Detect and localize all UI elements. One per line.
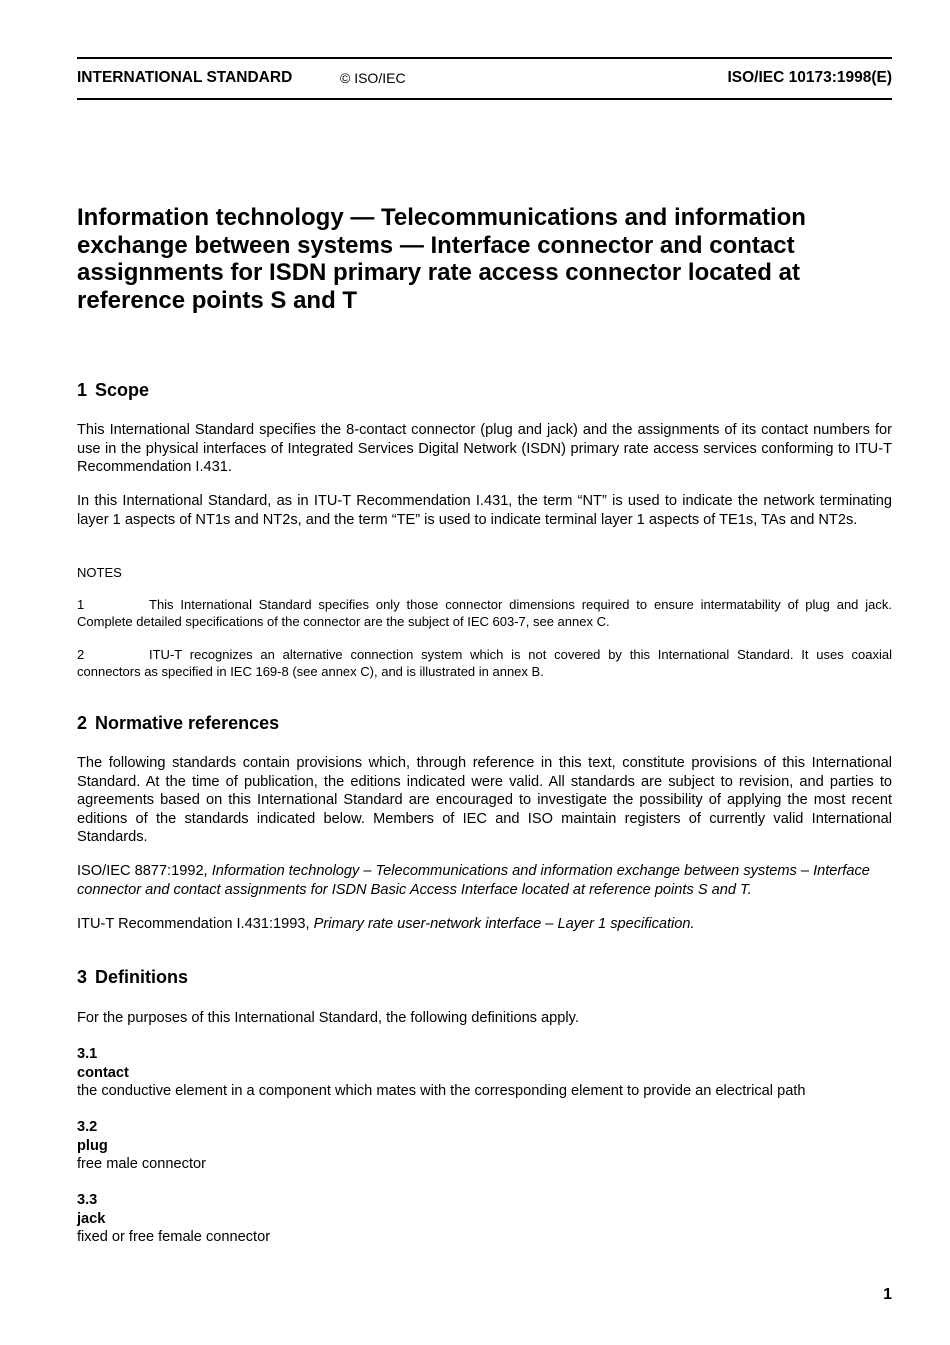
- definition-term: plug: [77, 1137, 108, 1154]
- definitions-intro: For the purposes of this International Standard, the following definitions apply.: [77, 1010, 579, 1026]
- page-header: [77, 69, 892, 91]
- definition-entry: [77, 1045, 892, 1101]
- document-title: Information technology — Telecommunications and information exchange between systems — Interface connector and contact assignments for ISDN primary rate access connector located at reference points S and T: [77, 204, 806, 314]
- section-title: Definitions: [95, 967, 189, 987]
- section-heading-normative-references: [77, 713, 279, 734]
- notes-label: NOTES: [77, 565, 122, 580]
- section-number: 2: [77, 713, 88, 733]
- definition-number: 3.2: [77, 1119, 98, 1135]
- reference-title: Primary rate user-network interface – Layer 1 specification.: [313, 916, 695, 932]
- normative-paragraph: The following standards contain provisions which, through reference in this text, constitute provisions of this International Standard. At the time of publication, the editions indicated were valid. All standards are subject to revision, and parties to agreements based on this International Standard are encouraged to investigate the possibility of applying the most recent editions of the standards indicated below. Members of IEC and ISO maintain registers of currently valid International Standards.: [77, 755, 892, 846]
- note-number: 1: [77, 597, 85, 612]
- section-number: 3: [77, 967, 88, 987]
- section-number: 1: [77, 380, 88, 400]
- section-heading-definitions: [77, 967, 188, 988]
- section-title: Scope: [95, 380, 150, 400]
- header-bottom-rule: [77, 98, 892, 100]
- definition-entry: [77, 1118, 892, 1174]
- definition-term: jack: [77, 1210, 106, 1227]
- note-text: ITU-T recognizes an alternative connection system which is not covered by this International Standard. It uses coaxial connectors as specified in IEC 169-8 (see annex C), and is illustrated in annex B.: [77, 647, 892, 679]
- reference-id: ITU-T Recommendation I.431:1993,: [77, 916, 310, 932]
- definition-entry: [77, 1191, 892, 1247]
- standard-reference: ISO/IEC 10173:1998(E): [727, 69, 892, 86]
- definition-term: contact: [77, 1064, 129, 1081]
- copyright-notice: © ISO/IEC: [340, 70, 406, 86]
- definition-number: 3.3: [77, 1192, 98, 1208]
- page-number: 1: [883, 1286, 892, 1303]
- scope-paragraph-2: In this International Standard, as in ITU-T Recommendation I.431, the term “NT” is used to indicate the network terminating layer 1 aspects of NT1s and NT2s, and the term “TE” is used to indicate terminal layer 1 aspects of TE1s, TAs and NT2s.: [77, 493, 892, 528]
- note-item: [77, 646, 892, 680]
- reference-id: ISO/IEC 8877:1992,: [77, 863, 208, 879]
- header-top-rule: [77, 57, 892, 59]
- note-item: [77, 596, 892, 630]
- standard-label: INTERNATIONAL STANDARD: [77, 69, 293, 86]
- section-heading-scope: [77, 380, 149, 401]
- note-number: 2: [77, 647, 85, 662]
- reference-entry: [77, 862, 892, 899]
- reference-entry: [77, 915, 892, 934]
- scope-paragraph-1: This International Standard specifies the 8-contact connector (plug and jack) and the assignments of its contact numbers for use in the physical interfaces of Integrated Services Digital Network (ISDN) primary rate access services conforming to ITU-T Recommendation I.431.: [77, 422, 892, 476]
- definition-text: free male connector: [77, 1156, 206, 1172]
- definition-text: fixed or free female connector: [77, 1229, 271, 1245]
- definition-number: 3.1: [77, 1046, 98, 1062]
- reference-title: Information technology – Telecommunications and information exchange between systems – Interface connector and contact assignments for ISDN Basic Access Interface located at reference points S and T.: [77, 863, 870, 898]
- section-title: Normative references: [95, 713, 280, 733]
- note-text: This International Standard specifies only those connector dimensions required to ensure intermatability of plug and jack. Complete detailed specifications of the connector are the subject of IEC 603-7, see annex C.: [77, 597, 892, 629]
- definition-text: the conductive element in a component which mates with the corresponding element to provide an electrical path: [77, 1083, 806, 1099]
